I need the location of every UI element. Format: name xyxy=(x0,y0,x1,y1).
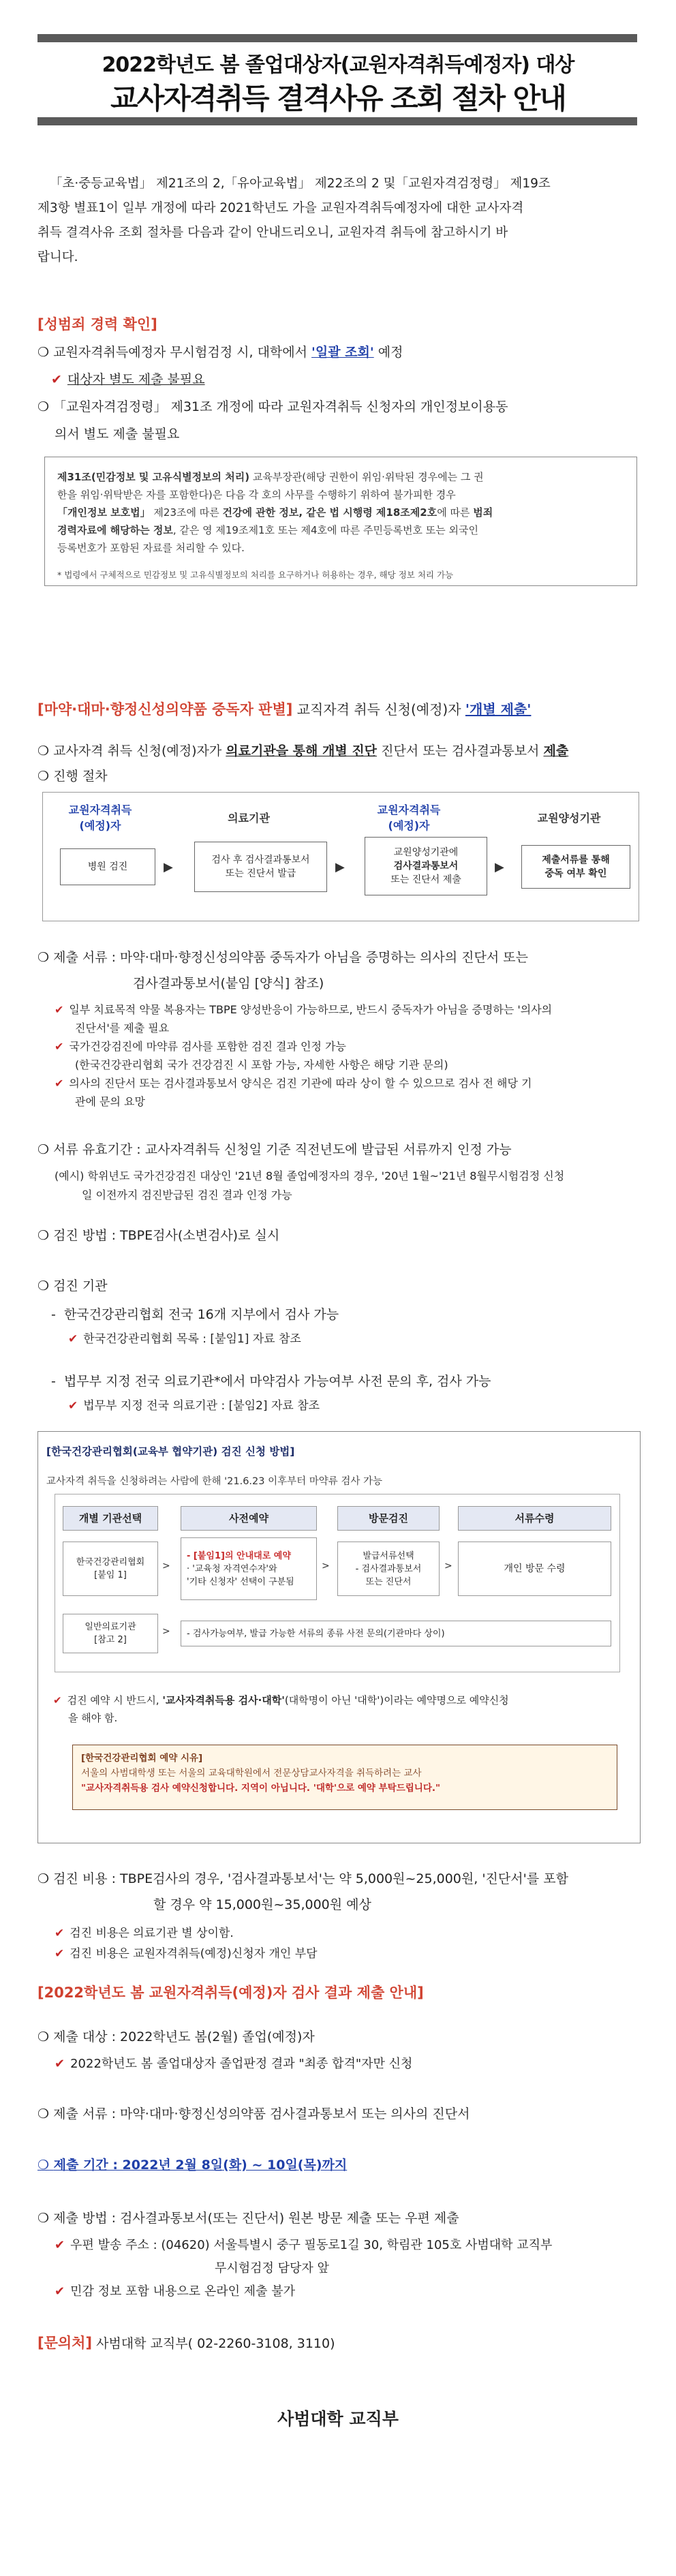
note-line: 한을 위임·위탁받은 자를 포함한다)은 다음 각 호의 사무를 수행하기 위하여 불가피한 경우 xyxy=(57,489,456,501)
intro-line: 취득 결격사유 조회 절차를 다음과 같이 안내드리오니, 교원자격 취득에 참고하시기 바 xyxy=(37,226,508,240)
submit-method: ❍ 제출 방법 : 검사결과통보서(또는 진단서) 원본 방문 제출 또는 우편 제출 xyxy=(37,2211,459,2226)
header-title-line1: 2022학년도 봄 졸업대상자(교원자격취득예정자) 대상 xyxy=(102,53,574,77)
drug-bullet-1: ❍ 교사자격 취득 신청(예정)자가 의료기관을 통해 개별 진단 진단서 또는 검사결과통보서 제출 xyxy=(37,743,569,758)
note-line: 제31조(민감정보 및 고유식별정보의 처리) 교육부장관(해당 권한이 위임·위탁된 경우에는 그 권 xyxy=(57,471,484,483)
panel-intro: 교사자격 취득을 신청하려는 사람에 한해 '21.6.23 이후부터 마약류 검사 가능 xyxy=(46,1476,383,1487)
circle-bullet-icon: ❍ xyxy=(37,399,50,414)
flow-arrow-icon: ▶ xyxy=(495,860,504,874)
col-head-select: 개별 기관선택 xyxy=(63,1506,158,1531)
crime-bullet-2-cont: 의서 별도 제출 불필요 xyxy=(55,427,180,442)
intro-line: 「초·중등교육법」 제21조의 2,「유아교육법」 제22조의 2 및「교원자격검정령」 제19조 xyxy=(50,177,551,191)
flow-arrow-icon: ▶ xyxy=(335,860,345,874)
drug-method: ❍ 검진 방법 : TBPE검사(소변검사)로 실시 xyxy=(37,1228,280,1243)
note-line: 「개인정보 보호법」 제23조에 따른 건강에 관한 정보, 같은 법 시행령 제18조제2호에 따른 범죄 xyxy=(57,506,493,519)
drug-heading: [마약·대마·향정신성의약품 중독자 판별] xyxy=(37,701,293,718)
drug-org-1-sub: ✔ 한국건강관리협회 목록 : [붙임1] 자료 참조 xyxy=(68,1332,301,1346)
flow-head-institution: 교원양성기관 xyxy=(537,812,601,825)
row2-org: 일반의료기관 [참고 2] xyxy=(63,1614,158,1653)
circle-bullet-icon: ❍ xyxy=(37,1142,50,1157)
panel-reserve-note: ✔ 검진 예약 시 반드시, '교사자격취득용 검사·대학'(대학명이 아닌 '대학')이라는 예약명으로 예약신청 을 해야 함. xyxy=(53,1694,509,1724)
circle-bullet-icon: ❍ xyxy=(37,345,50,360)
drug-docs-cont: 검사결과통보서(붙임 [양식] 참조) xyxy=(133,976,324,991)
contact-text: 사범대학 교직부( 02-2260-3108, 3110) xyxy=(92,2336,335,2351)
crime-b1-sub-text: 대상자 별도 제출 불필요 xyxy=(67,372,205,387)
col-head-reserve: 사전예약 xyxy=(181,1506,317,1531)
note-line: 경력자료에 해당하는 정보, 같은 영 제19조제1호 또는 제4호에 따른 주민등록번호 또는 외국인 xyxy=(57,524,478,536)
check-icon: ✔ xyxy=(51,372,62,387)
footer-department: 사범대학 교직부 xyxy=(277,2409,399,2429)
circle-bullet-icon: ❍ xyxy=(37,2106,50,2121)
flow-head-applicant-2: 교원자격취득 (예정)자 xyxy=(377,803,441,832)
circle-bullet-icon: ❍ xyxy=(37,769,50,784)
contact-line xyxy=(37,2332,335,2352)
drug-bullet-2: ❍ 진행 절차 xyxy=(37,769,108,784)
circle-bullet-icon: ❍ xyxy=(37,1871,50,1886)
drug-docs: ❍ 제출 서류 : 마약·대마·향정신성의약품 중독자가 아님을 증명하는 의사의 진단서 또는 xyxy=(37,950,528,965)
row2-info: - 검사가능여부, 발급 가능한 서류의 종류 사전 문의(기관마다 상이) xyxy=(181,1621,611,1646)
cost-line-cont: 할 경우 약 15,000원~35,000원 예상 xyxy=(153,1897,371,1912)
submit-method-sub: ✔ 우편 발송 주소 : (04620) 서울특별시 중구 필동로1길 30, 학림관 105호 사범대학 교직부 무시험검정 담당자 앞 ✔ 민감 정보 포함 내용으로 온라인 제출 불가 xyxy=(55,2238,553,2299)
col-head-visit: 방문검진 xyxy=(337,1506,440,1531)
circle-bullet-icon: ❍ xyxy=(37,1228,50,1243)
intro-paragraph xyxy=(37,172,644,270)
submit-heading: [2022학년도 봄 교원자격취득(예정)자 검사 결과 제출 안내] xyxy=(37,1984,424,2001)
header-title-line2: 교사자격취득 결격사유 조회 절차 안내 xyxy=(110,82,566,115)
drug-heading-tail: 교직자격 취득 신청(예정)자 xyxy=(292,701,465,718)
privacy-note-box xyxy=(44,457,637,586)
circle-bullet-icon: ❍ xyxy=(37,950,50,965)
circle-bullet-icon: ❍ xyxy=(37,2211,50,2226)
submit-target: ❍ 제출 대상 : 2022학년도 봄(2월) 졸업(예정)자 xyxy=(37,2029,315,2044)
drug-validity-example: (예시) 학위년도 국가건강검진 대상인 '21년 8월 졸업예정자의 경우, '20년 1월~'21년 8월무시험검정 신청 일 이전까지 검진받급된 검진 결과 인정 가능 xyxy=(55,1169,565,1201)
flow-step-verify: 제출서류를 통해 중독 여부 확인 xyxy=(521,845,630,889)
cost-line: ❍ 검진 비용 : TBPE검사의 경우, '검사결과통보서'는 약 5,000원~25,000원, '진단서'를 포함 xyxy=(37,1871,568,1886)
drug-validity: ❍ 서류 유효기간 : 교사자격취득 신청일 기준 직전년도에 발급된 서류까지 인정 가능 xyxy=(37,1142,512,1157)
crime-b1-text: 교원자격취득예정자 무시험검정 시, 대학에서 xyxy=(53,345,312,360)
bulk-check-link: '일괄 조회' xyxy=(311,345,374,360)
submit-target-sub: ✔ 2022학년도 봄 졸업대상자 졸업판정 결과 "최종 합격"자만 신청 xyxy=(55,2057,413,2071)
table-arrow-icon: > xyxy=(322,1561,330,1571)
row1-visit: 발급서류선택 - 검사결과통보서 또는 진단서 xyxy=(337,1542,440,1596)
header-bottom-bar xyxy=(37,117,637,125)
note-line: 등록번호가 포함된 자료를 처리할 수 있다. xyxy=(57,542,245,554)
row1-reserve: - [붙임1]의 안내대로 예약 · '교육청 자격연수자'와 '기타 신청자' 선택이 구분됨 xyxy=(181,1537,317,1600)
submit-docs: ❍ 제출 서류 : 마약·대마·향정신성의약품 검사결과통보서 또는 의사의 진단서 xyxy=(37,2106,470,2121)
note-small: * 법령에서 구체적으로 민감정보 및 고유식별정보의 처리를 요구하거나 허용하는 경우, 해당 정보 처리 가능 xyxy=(57,570,454,580)
circle-bullet-icon: ❍ xyxy=(37,1278,50,1293)
flow-head-applicant: 교원자격취득 (예정)자 xyxy=(68,803,132,832)
submit-period: ❍ 제출 기간 : 2022년 2월 8일(화) ~ 10일(목)까지 xyxy=(37,2158,348,2173)
circle-bullet-icon: ❍ xyxy=(37,743,50,758)
circle-bullet-icon: ❍ xyxy=(37,2158,50,2173)
table-arrow-icon: > xyxy=(162,1561,170,1571)
drug-org-heading: ❍ 검진 기관 xyxy=(37,1278,108,1293)
drug-docs-sub-list: ✔ 일부 치료목적 약물 복용자는 TBPE 양성반응이 가능하므로, 반드시 중독자가 아님을 증명하는 '의사의 진단서'를 제출 필요 ✔ 국가건강검진에 마약류 검사를 포함한 검진 결과 인정 가능 (한국건강관리협회 국가 건강검진 시 포함 가능, 자세한 사항은 해당 기관 문의) ✔ 의사의 진단서 또는 검사결과통보서 양식은 검진 기관에 따라 상이 할 수 있으므로 검사 전 해당 기 관에 문의 요망 xyxy=(55,1003,553,1108)
crime-bullet-2 xyxy=(37,395,644,418)
drug-org-2: - 법무부 지정 전국 의료기관*에서 마약검사 가능여부 사전 문의 후, 검사 가능 xyxy=(51,1374,491,1389)
cost-sub-list: ✔ 검진 비용은 의료기관 별 상이함. ✔ 검진 비용은 교원자격취득(예정)신청자 개인 부담 xyxy=(55,1927,318,1961)
flow-step-issue: 검사 후 검사결과통보서 또는 진단서 발급 xyxy=(194,842,327,892)
flow-head-hospital: 의료기관 xyxy=(228,812,270,825)
intro-line: 랍니다. xyxy=(37,250,78,264)
crime-b2-line1: 「교원자격검정령」 제31조 개정에 따라 교원자격취득 신청자의 개인정보이용동 xyxy=(53,399,508,414)
flow-arrow-icon: ▶ xyxy=(164,860,173,874)
panel-title: [한국건강관리협회(교육부 협약기관) 검진 신청 방법] xyxy=(46,1445,295,1458)
intro-line: 제3항 별표1이 일부 개정에 따라 2021학년도 가을 교원자격취득예정자에 대한 교사자격 xyxy=(37,201,524,215)
row1-org: 한국건강관리협회 [붙임 1] xyxy=(63,1542,158,1596)
crime-bullet-1-sub xyxy=(51,368,205,391)
row1-receive: 개인 방문 수령 xyxy=(458,1542,611,1596)
crime-heading: [성범죄 경력 확인] xyxy=(37,316,157,333)
crime-bullet-1 xyxy=(37,341,644,364)
contact-label: [문의처] xyxy=(37,2335,93,2351)
header-top-bar xyxy=(37,34,637,42)
reserve-warning-box: [한국건강관리협회 예약 시유] 서울의 사범대학생 또는 서울의 교육대학원에서 전문상담교사자격을 취득하려는 교사 "교사자격취득용 검사 예약신청합니다. 지역이 아닙니다. '대학'으로 예약 부탁드립니다." xyxy=(72,1745,617,1810)
flow-step-submit: 교원양성기관에 검사결과통보서 또는 진단서 제출 xyxy=(365,837,487,895)
drug-org-2-sub: ✔ 법무부 지정 전국 의료기관 : [붙임2] 자료 참조 xyxy=(68,1399,320,1413)
col-head-receive: 서류수령 xyxy=(458,1506,611,1531)
drug-heading-row xyxy=(37,699,531,719)
table-arrow-icon: > xyxy=(162,1626,170,1637)
crime-b1-tail: 예정 xyxy=(373,345,403,360)
flow-step-checkup: 병원 검진 xyxy=(60,848,155,885)
table-arrow-icon: > xyxy=(444,1561,452,1571)
circle-bullet-icon: ❍ xyxy=(37,2029,50,2044)
drug-org-1: - 한국건강관리협회 전국 16개 지부에서 검사 가능 xyxy=(51,1307,339,1322)
individual-submit-link: '개별 제출' xyxy=(465,701,532,718)
